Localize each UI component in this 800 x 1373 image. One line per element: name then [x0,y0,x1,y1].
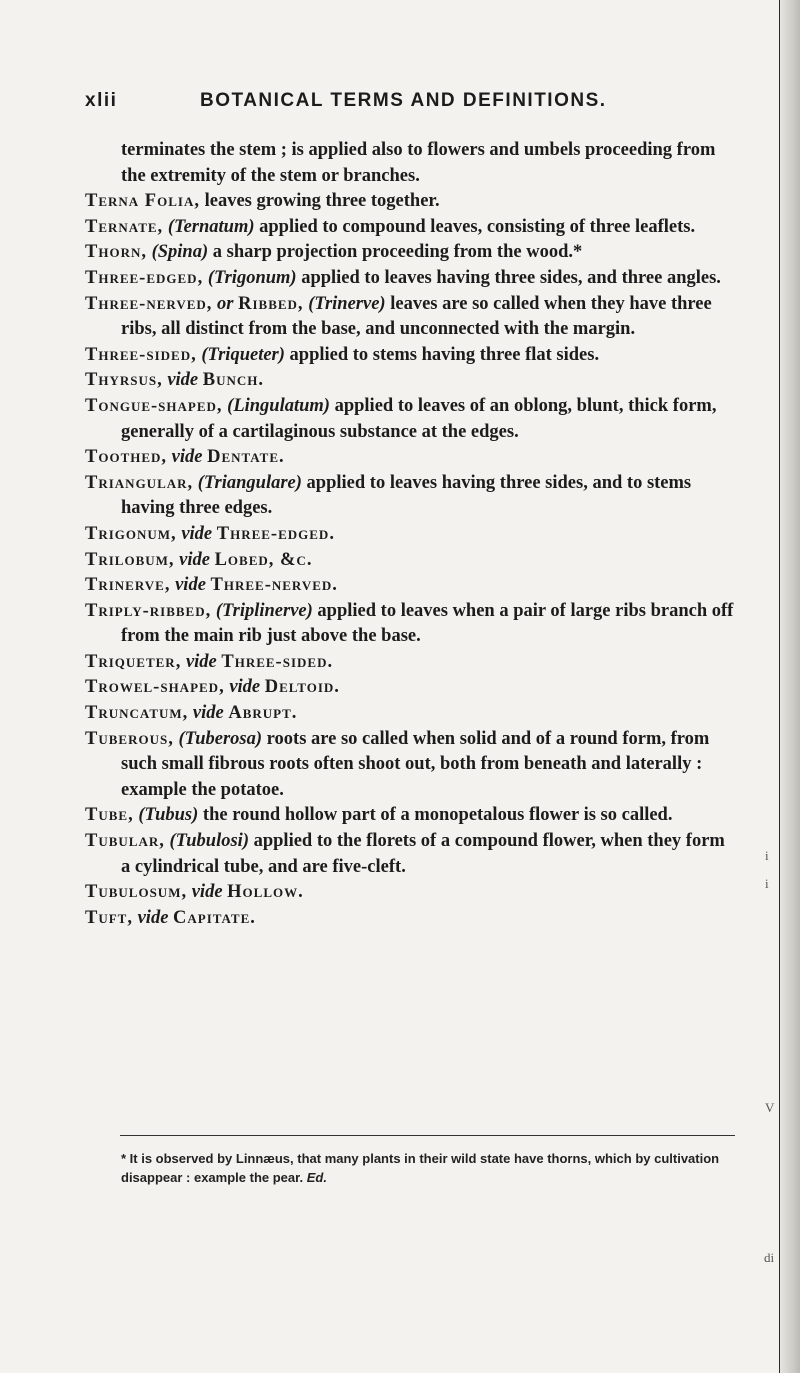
glossary-entry [85,189,735,215]
entry-latin: (Triqueter) [201,344,285,365]
glossary-entry [85,471,735,522]
entry-vide: vide [191,882,223,903]
entry-term: Toothed, [85,447,168,468]
entry-text: applied to the florets of a compound flower, when they form a cylindrical tube, and are five-cleft. [121,831,725,877]
entry-term: Three-sided, [85,344,197,365]
margin-mark: i [765,876,769,891]
entry-term: Thorn, [85,242,147,263]
glossary-entry [85,266,735,292]
glossary-entry-continuation [85,138,735,189]
entry-vide: vide [229,677,261,698]
entry-vide: vide [167,370,199,391]
entry-vide: vide [179,549,210,570]
glossary-entry [85,701,735,727]
entry-text: the round hollow part of a monopetalous flower is so called. [202,805,673,826]
entry-term: Tuft, [85,907,133,928]
page-gutter-edge [764,0,800,1373]
entry-term: Truncatum, [85,703,189,724]
glossary-entry [85,368,735,394]
entry-cross-reference: Three-edged. [216,523,335,544]
entry-cross-reference: Capitate. [173,907,256,928]
entry-term: Tube, [85,805,134,826]
entry-vide: vide [171,447,203,468]
entry-term: Trowel-shaped, [85,677,225,698]
entry-latin: (Tubulosi) [169,831,249,852]
glossary-entry [85,522,735,548]
entry-text: roots are so called when solid and of a round form, from such small fibrous roots often shoot out, both from beneath and laterally : example the potatoe. [121,728,710,800]
entry-term: Three-edged, [85,267,204,288]
entry-term: Three-nerved, [85,293,213,314]
entry-cross-reference: Three-sided. [221,651,334,672]
glossary-entry [85,599,735,650]
glossary-entry [85,906,735,932]
footnote-text: * It is observed by Linnæus, that many plants in their wild state have thorns, which by cultivation disappear : example the pear. [121,1151,720,1185]
glossary-entry [85,215,735,241]
entry-text: applied to stems having three flat sides. [289,344,600,365]
entry-cross-reference: Bunch. [202,370,265,391]
entry-latin: (Trigonum) [207,267,297,288]
entry-text: applied to leaves having three sides, and three angles. [301,267,721,288]
entry-term: Trigonum, [85,523,177,544]
running-title: BOTANICAL TERMS AND DEFINITIONS. [200,90,607,111]
glossary-entry [85,240,735,266]
page-number: xlii [85,90,118,111]
entry-vide: vide [175,575,206,596]
entry-term: Tubular, [85,831,165,852]
entry-cross-reference: Three-nerved. [210,575,338,596]
glossary-entry [85,394,735,445]
entry-term: Tongue-shaped, [85,395,223,416]
glossary-entry [85,727,735,804]
glossary-entry [85,803,735,829]
entry-term: Triangular, [85,472,194,493]
footnote-rule [120,1135,735,1136]
entry-vide: vide [181,523,213,544]
entry-latin: (Triplinerve) [215,600,313,621]
glossary-entry [85,829,735,880]
entry-latin: (Lingulatum) [227,395,330,416]
margin-mark: i [765,848,769,863]
entry-term: Thyrsus, [85,370,163,391]
entry-latin: (Tuberosa) [178,728,263,749]
footnote [85,1149,735,1187]
entry-vide: vide [185,651,217,672]
footnote-body [85,1149,735,1187]
margin-mark: V [765,1100,775,1115]
entry-text: applied to leaves having three sides, and to stems having three edges. [121,472,692,519]
entry-latin: (Triangulare) [197,472,302,493]
glossary-entry [85,445,735,471]
glossary-entry [85,573,735,599]
entry-latin: (Ternatum) [167,216,255,237]
entry-term: Tubulosum, [85,882,188,903]
entry-term: Ternate, [85,216,164,237]
glossary-entry [85,880,735,906]
glossary-entry [85,675,735,701]
entry-latin: (Tubus) [138,805,199,826]
margin-mark: di [764,1250,775,1265]
glossary-entry [85,548,735,574]
entry-cross-reference: Deltoid. [264,677,340,698]
glossary-entry [85,650,735,676]
entry-cross-reference: Abrupt. [228,703,298,724]
entry-term: Triply-ribbed, [85,600,212,621]
entry-term: Triqueter, [85,651,182,672]
entry-latin: (Trinerve) [308,293,386,314]
entry-cross-reference: Hollow. [227,882,304,903]
entry-text: applied to leaves when a pair of large ribs branch off from the main rib just above the base. [121,600,734,647]
entry-text: applied to compound leaves, consisting of three leaflets. [259,216,696,237]
entry-cross-reference: Lobed, &c. [214,549,313,570]
entry-term-alt: Ribbed, [238,293,304,314]
entry-text: leaves are so called when they have three ribs, all distinct from the base, and unconnected with the margin. [121,293,712,340]
entry-term: Trilobum, [85,549,175,570]
glossary-entry [85,343,735,369]
entry-cross-reference: Dentate. [207,447,285,468]
entry-vide: vide [137,907,169,928]
footnote-signature: Ed. [306,1170,327,1185]
glossary-body [85,138,735,931]
entry-conjunction: or [217,293,234,314]
entry-text: terminates the stem ; is applied also to flowers and umbels proceeding from the extremity of the stem or branches. [121,140,716,186]
entry-text: leaves growing three together. [204,191,440,212]
entry-text: a sharp projection proceeding from the wood.* [212,242,583,263]
entry-latin: (Spina) [151,242,209,263]
entry-term: Terna Folia, [85,191,200,212]
entry-term: Tuberous, [85,728,174,749]
entry-vide: vide [192,703,224,724]
entry-term: Trinerve, [85,575,171,596]
entry-text: applied to leaves of an oblong, blunt, thick form, generally of a cartilaginous substance at the edges. [121,395,717,442]
glossary-entry [85,292,735,343]
